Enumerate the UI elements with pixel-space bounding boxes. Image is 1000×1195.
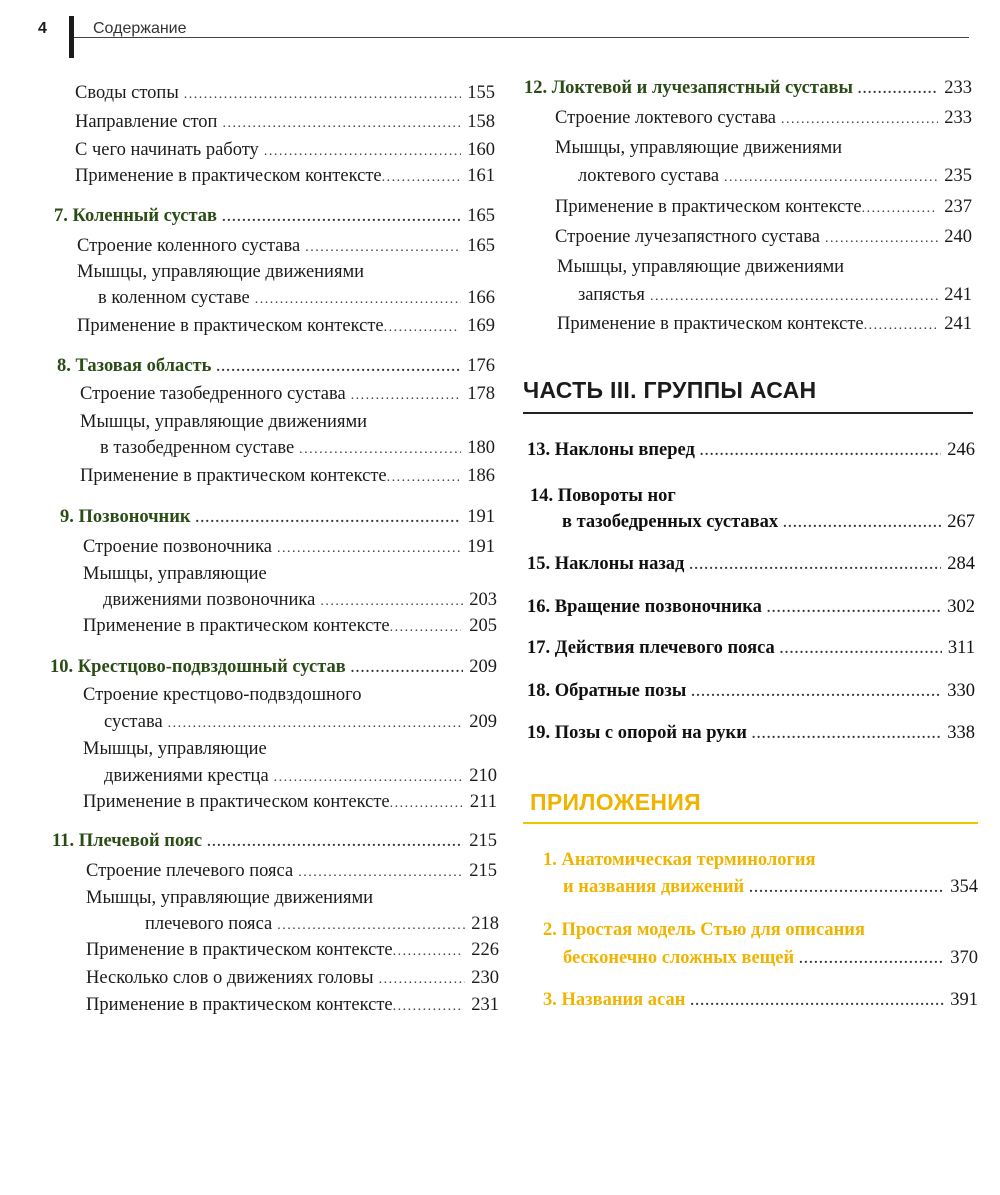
toc-entry-page: 230: [471, 968, 499, 988]
appendix-heading: ПРИЛОЖЕНИЯ: [530, 789, 701, 815]
appendix-title: бесконечно сложных вещей: [563, 948, 795, 968]
toc-entry-title: Строение лучезапястного сустава: [555, 227, 820, 247]
dot-leader: [196, 505, 462, 531]
toc-entry[interactable]: [86, 993, 499, 1017]
chapter-title: 19. Позы с опорой на руки: [527, 723, 747, 743]
chapter-page: 246: [947, 440, 975, 460]
toc-entry-title: Применение в практическом контексте: [555, 197, 862, 217]
toc-entry-page: 241: [944, 285, 972, 305]
dot-leader: [184, 81, 461, 107]
toc-entry[interactable]: [80, 382, 495, 406]
dot-leader: [390, 614, 462, 640]
toc-entry-title: в коленном суставе: [98, 288, 250, 308]
appendix-entry[interactable]: [563, 946, 978, 970]
toc-entry-title: Применение в практическом контексте: [77, 316, 384, 336]
toc-entry-title: Строение позвоночника: [83, 537, 272, 557]
chapter-page: 302: [947, 597, 975, 617]
toc-entry[interactable]: [86, 859, 497, 883]
chapter-page: 233: [944, 78, 972, 98]
toc-entry-page: 241: [944, 314, 972, 334]
dot-leader: [825, 225, 938, 251]
toc-entry-title: Строение локтевого сустава: [555, 108, 777, 128]
toc-entry[interactable]: [578, 164, 972, 188]
toc-entry-page: 203: [469, 590, 497, 610]
chapter-page: 215: [469, 831, 497, 851]
toc-entry[interactable]: [75, 164, 495, 188]
chapter-title: 11. Плечевой пояс: [52, 831, 203, 851]
toc-entry[interactable]: [578, 283, 972, 307]
appendix-rule: [523, 822, 978, 824]
toc-entry[interactable]: [83, 535, 495, 559]
toc-entry-title: движениями позвоночника: [103, 590, 316, 610]
toc-entry[interactable]: [83, 790, 497, 814]
part-heading: ЧАСТЬ III. ГРУППЫ АСАН: [523, 377, 817, 403]
chapter-title: 18. Обратные позы: [527, 681, 687, 701]
toc-entry[interactable]: [86, 938, 499, 962]
toc-entry[interactable]: [98, 286, 495, 310]
toc-entry-page: 237: [944, 197, 972, 217]
dot-leader: [691, 679, 941, 705]
toc-entry[interactable]: [104, 764, 497, 788]
toc-entry[interactable]: [557, 312, 972, 336]
chapter-title: 9. Позвоночник: [60, 507, 191, 527]
chapter-page: 338: [947, 723, 975, 743]
appendix-entry[interactable]: [563, 875, 978, 899]
toc-entry-page: 231: [471, 995, 499, 1015]
toc-entry[interactable]: [104, 710, 497, 734]
chapter-entry[interactable]: [527, 721, 975, 745]
chapter-entry[interactable]: [524, 76, 972, 100]
toc-entry[interactable]: [145, 912, 499, 936]
chapter-entry[interactable]: [54, 204, 495, 228]
toc-entry-title: локтевого сустава: [578, 166, 720, 186]
chapter-entry[interactable]: [50, 655, 497, 679]
appendix-title-line[interactable]: 1. Анатомическая терминология: [543, 850, 816, 870]
chapter-title: в тазобедренных суставах: [562, 512, 779, 532]
dot-leader: [320, 588, 463, 614]
dot-leader: [382, 164, 460, 190]
toc-entry-page: 209: [469, 712, 497, 732]
dot-leader: [724, 164, 938, 190]
chapter-title: 13. Наклоны вперед: [527, 440, 695, 460]
toc-entry-title-line[interactable]: Мышцы, управляющие движениями: [86, 888, 374, 908]
toc-entry[interactable]: [86, 966, 499, 990]
chapter-entry[interactable]: [527, 679, 975, 703]
toc-entry-page: 211: [469, 792, 497, 812]
chapter-page: 209: [469, 657, 497, 677]
toc-entry-title: Своды стопы: [75, 83, 179, 103]
chapter-page: 267: [947, 512, 975, 532]
dot-leader: [783, 510, 941, 536]
toc-entry-page: 166: [467, 288, 495, 308]
toc-entry-title: Строение плечевого пояса: [86, 861, 294, 881]
toc-entry[interactable]: [75, 81, 495, 105]
dot-leader: [351, 655, 463, 681]
toc-entry-title: Применение в практическом контексте: [83, 616, 390, 636]
toc-entry[interactable]: [77, 234, 495, 258]
toc-entry[interactable]: [80, 464, 495, 488]
dot-leader: [299, 436, 461, 462]
toc-entry-title: плечевого пояса: [145, 914, 273, 934]
chapter-title: 15. Наклоны назад: [527, 554, 685, 574]
dot-leader: [222, 110, 461, 136]
chapter-entry[interactable]: [527, 636, 975, 660]
dot-leader: [752, 721, 941, 747]
chapter-title: 12. Локтевой и лучезапястный суставы: [524, 78, 853, 98]
toc-entry-page: 218: [471, 914, 499, 934]
chapter-title: 8. Тазовая область: [57, 356, 212, 376]
chapter-page: 330: [947, 681, 975, 701]
toc-entry-page: 205: [469, 616, 497, 636]
chapter-entry[interactable]: [57, 354, 495, 378]
dot-leader: [351, 382, 462, 408]
toc-entry-title: Применение в практическом контексте: [86, 995, 393, 1015]
dot-leader: [749, 875, 944, 901]
dot-leader: [298, 859, 463, 885]
toc-entry-page: 233: [944, 108, 972, 128]
dot-leader: [767, 595, 941, 621]
chapter-page: 311: [947, 638, 975, 658]
toc-entry[interactable]: [83, 614, 497, 638]
toc-entry-page: 161: [467, 166, 495, 186]
toc-entry-title: Направление стоп: [75, 112, 218, 132]
dot-leader: [222, 204, 461, 230]
appendix-page: 370: [950, 948, 978, 968]
header-rule: [74, 37, 969, 38]
dot-leader: [858, 76, 938, 102]
page-number: 4: [38, 20, 47, 37]
chapter-page: 165: [467, 206, 495, 226]
appendix-title: 3. Названия асан: [543, 990, 686, 1010]
toc-entry-page: 158: [467, 112, 495, 132]
toc-entry-title: запястья: [578, 285, 645, 305]
toc-entry-page: 169: [467, 316, 495, 336]
toc-entry[interactable]: [75, 110, 495, 134]
toc-entry-page: 226: [471, 940, 499, 960]
dot-leader: [305, 234, 461, 260]
chapter-entry[interactable]: [527, 438, 975, 462]
appendix-title: и названия движений: [563, 877, 745, 897]
chapter-page: 284: [947, 554, 975, 574]
chapter-title: 17. Действия плечевого пояса: [527, 638, 775, 658]
toc-entry[interactable]: [100, 436, 495, 460]
dot-leader: [689, 552, 941, 578]
dot-leader: [379, 966, 466, 992]
toc-entry-page: 235: [944, 166, 972, 186]
appendix-page: 354: [950, 877, 978, 897]
toc-entry-title: Применение в практическом контексте: [80, 466, 387, 486]
toc-entry-page: 215: [469, 861, 497, 881]
chapter-title-line[interactable]: 14. Повороты ног: [530, 486, 676, 506]
toc-entry[interactable]: [103, 588, 497, 612]
chapter-title: 10. Крестцово-подвздошный сустав: [50, 657, 346, 677]
toc-entry[interactable]: [75, 138, 495, 162]
dot-leader: [264, 138, 461, 164]
dot-leader: [780, 636, 942, 662]
chapter-page: 191: [467, 507, 495, 527]
toc-entry-page: 240: [944, 227, 972, 247]
dot-leader: [862, 195, 937, 221]
dot-leader: [393, 993, 464, 1019]
toc-entry-title-line[interactable]: Мышцы, управляющие движениями: [80, 412, 368, 432]
dot-leader: [277, 535, 461, 561]
dot-leader: [393, 938, 464, 964]
dot-leader: [700, 438, 941, 464]
toc-entry-title: сустава: [104, 712, 163, 732]
dot-leader: [255, 286, 462, 312]
dot-leader: [274, 764, 464, 790]
page-title: Содержание: [93, 20, 187, 37]
chapter-title: 16. Вращение позвоночника: [527, 597, 762, 617]
toc-entry-page: 155: [467, 83, 495, 103]
chapter-page: 176: [467, 356, 495, 376]
toc-entry-title: Строение тазобедренного сустава: [80, 384, 346, 404]
toc-entry-page: 191: [467, 537, 495, 557]
dot-leader: [216, 354, 461, 380]
toc-entry-title: Строение коленного сустава: [77, 236, 301, 256]
dot-leader: [390, 790, 462, 816]
toc-entry-title-line[interactable]: Строение крестцово-подвздошного: [83, 685, 362, 705]
dot-leader: [864, 312, 937, 338]
toc-entry[interactable]: [555, 195, 972, 219]
toc-entry-page: 186: [467, 466, 495, 486]
toc-entry-page: 180: [467, 438, 495, 458]
toc-entry-page: 165: [467, 236, 495, 256]
dot-leader: [384, 314, 460, 340]
appendix-title-line[interactable]: 2. Простая модель Стью для описания: [543, 920, 865, 940]
toc-entry-title: Применение в практическом контексте: [557, 314, 864, 334]
toc-entry-page: 210: [469, 766, 497, 786]
toc-entry-title-line[interactable]: Мышцы, управляющие движениями: [77, 262, 365, 282]
chapter-title: 7. Коленный сустав: [54, 206, 218, 226]
dot-leader: [650, 283, 938, 309]
toc-entry[interactable]: [77, 314, 495, 338]
toc-entry-title-line[interactable]: Мышцы, управляющие: [83, 564, 267, 584]
toc-entry-title: Несколько слов о движениях головы: [86, 968, 374, 988]
toc-entry-title-line[interactable]: Мышцы, управляющие движениями: [555, 138, 843, 158]
chapter-entry[interactable]: [60, 505, 495, 529]
part-rule: [523, 412, 973, 414]
appendix-entry[interactable]: [543, 988, 978, 1012]
toc-entry-page: 160: [467, 140, 495, 160]
dot-leader: [277, 912, 465, 938]
toc-entry-page: 178: [467, 384, 495, 404]
dot-leader: [207, 829, 463, 855]
dot-leader: [799, 946, 944, 972]
chapter-entry[interactable]: [527, 595, 975, 619]
chapter-entry[interactable]: [562, 510, 975, 534]
toc-entry[interactable]: [555, 225, 972, 249]
chapter-entry[interactable]: [52, 829, 497, 853]
toc-entry-title: движениями крестца: [104, 766, 269, 786]
toc-entry-title-line[interactable]: Мышцы, управляющие движениями: [557, 257, 845, 277]
dot-leader: [690, 988, 944, 1014]
toc-entry-title: Применение в практическом контексте: [83, 792, 390, 812]
chapter-entry[interactable]: [527, 552, 975, 576]
toc-entry-title: Применение в практическом контексте: [75, 166, 382, 186]
toc-entry-title: С чего начинать работу: [75, 140, 259, 160]
dot-leader: [168, 710, 464, 736]
toc-entry-title-line[interactable]: Мышцы, управляющие: [83, 739, 267, 759]
toc-entry-title: Применение в практическом контексте: [86, 940, 393, 960]
dot-leader: [781, 106, 938, 132]
toc-entry-title: в тазобедренном суставе: [100, 438, 295, 458]
appendix-page: 391: [950, 990, 978, 1010]
dot-leader: [387, 464, 460, 490]
toc-entry[interactable]: [555, 106, 972, 130]
